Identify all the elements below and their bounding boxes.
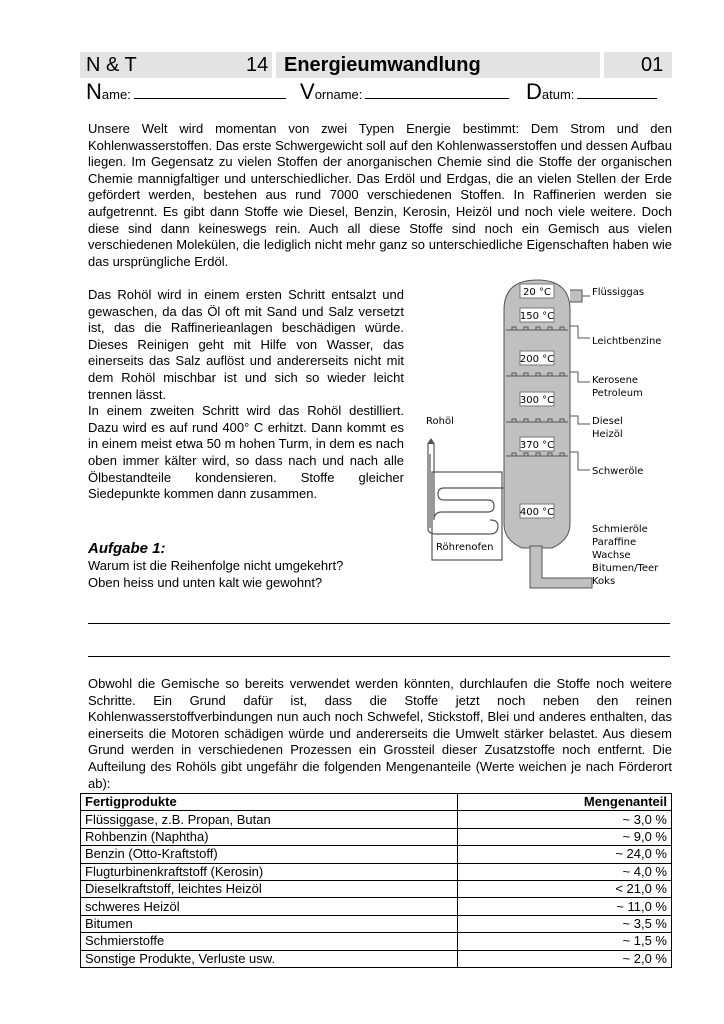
bottom-product-1: Schmieröle [592,524,648,535]
output-leichtbenzine: Leichtbenzine [592,336,662,347]
bottom-product-5: Koks [592,576,616,587]
product-cell: Flüssiggase, z.B. Propan, Butan [81,811,458,828]
outro-paragraph: Obwohl die Gemische so bereits verwendet werden könnten, durchlaufen die Stoffe noch weitere Schritte. Ein Grund dafür ist, dass die Stoffe jetzt noch neben den reinen Kohlenwasserstoffverbindungen nun auch noch Schwefel, Stickstoff, Blei und anderes enthalten, das einerseits die Motoren schädigen würde und andererseits die Umwelt stärker belastet. Aus diesem Grund werden in verschiedenen Prozessen ein Grossteil dieser Zusatzstoffe noch entfernt. Die Aufteilung des Rohöls gibt ungefähr die folgenden Mengenanteile (Werte weichen je nach Förderort ab): [88,676,672,791]
temp-label-6: 400 °C [519,507,555,518]
product-cell: Schmierstoffe [81,933,458,950]
datum-initial: D [526,79,542,104]
share-cell: ~ 3,0 % [458,811,672,828]
table-row [81,828,672,845]
temp-label-2: 150 °C [519,311,555,322]
output-kerosene: Kerosene [592,375,639,386]
product-cell: Flugturbinenkraftstoff (Kerosin) [81,863,458,880]
share-cell: ~ 2,0 % [458,950,672,967]
col-header-share: Mengenanteil [458,794,672,811]
products-table [80,793,672,968]
product-cell: Bitumen [81,915,458,932]
answer-line-2[interactable] [88,656,670,657]
output-labels [592,287,661,477]
top-outlet-pipe [570,290,582,302]
table-row [81,880,672,897]
unit-number: 14 [246,54,269,76]
temp-label-1: 20 °C [523,287,551,298]
name-field[interactable] [86,80,286,104]
table-row [81,846,672,863]
distillation-column-diagram [424,276,672,594]
output-petroleum: Petroleum [592,388,643,399]
share-cell: ~ 1,5 % [458,933,672,950]
product-cell: schweres Heizöl [81,898,458,915]
furnace-label: Röhrenofen [436,542,494,553]
share-cell: ~ 11,0 % [458,898,672,915]
share-cell: ~ 9,0 % [458,828,672,845]
vorname-label: orname: [314,87,363,102]
sheet-number: 01 [641,54,664,76]
inflow-arrow-icon [427,438,435,444]
col-header-product: Fertigprodukte [81,794,458,811]
task-question-2: Oben heiss und unten kalt wie gewohnt? [88,575,323,590]
table-row [81,898,672,915]
table-row [81,863,672,880]
vorname-blank[interactable] [365,84,509,99]
output-fluessiggas: Flüssiggas [592,287,645,298]
output-heizoel: Heizöl [592,429,623,440]
crude-oil-label: Rohöl [426,416,454,427]
name-label: ame: [101,87,131,102]
table-row [81,811,672,828]
vorname-initial: V [300,79,315,104]
product-cell: Sonstige Produkte, Verluste usw. [81,950,458,967]
product-cell: Rohbenzin (Naphtha) [81,828,458,845]
datum-label: atum: [541,87,575,102]
answer-line-1[interactable] [88,623,670,624]
table-header-row [81,794,672,811]
temp-label-4: 300 °C [519,395,555,406]
datum-field[interactable] [526,80,657,104]
side-draw-pipes [570,296,590,470]
bottom-product-2: Paraffine [592,537,637,548]
temp-label-5: 370 °C [519,440,555,451]
vorname-field[interactable] [300,80,509,104]
process-text [88,287,404,503]
name-blank[interactable] [134,84,286,99]
output-schweroele: Schweröle [592,466,644,477]
table-row [81,915,672,932]
name-initial: N [86,79,102,104]
share-cell: ~ 4,0 % [458,863,672,880]
table-row [81,933,672,950]
output-diesel: Diesel [592,416,623,427]
temp-label-3: 200 °C [519,354,555,365]
process-paragraph-1: Das Rohöl wird in einem ersten Schritt entsalzt und gewaschen, da das Öl oft mit Sand und Salz versetzt ist, das die Raffinerieanlagen beschädigen würde. Dieses Reinigen geht mit Hilfe von Wasser, das einerseits das Salz auflöst und andererseits nicht mit dem Rohöl mischbar ist und sich so wieder leicht trennen lässt. [88,287,404,402]
bottom-product-labels [592,524,659,587]
bottom-product-3: Wachse [592,550,631,561]
share-cell: ~ 3,5 % [458,915,672,932]
task-question-1: Warum ist die Reihenfolge nicht umgekehrt? [88,558,344,573]
intro-paragraph: Unsere Welt wird momentan von zwei Typen Energie bestimmt: Dem Strom und den Kohlenwasserstoffen. Das erste Schwergewicht soll auf den Kohlenwasserstoffen und dessen Aufbau liegen. Im Gegensatz zu vielen Stoffen der anorganischen Chemie sind die Stoffe der organischen Chemie mannigfaltiger und unterschiedlicher. Das Erdöl und Erdgas, die an vielen Stellen der Erde gefördert werden, bestehen aus rund 7000 verschiedenen Stoffen. In Raffinerien werden sie aufgetrennt. Es gibt dann Stoffe wie Diesel, Benzin, Kerosin, Heizöl und noch viele weitere. Doch diese sind dann keineswegs rein. Auch all diese Stoffe sind noch ein Gemisch aus vielen verschiedenen Molekülen, die lediglich nicht mehr ganz so unterschiedliche Eigenschaften haben wie das ursprüngliche Erdöl. [88,121,672,269]
bottom-product-4: Bitumen/Teer [592,563,659,574]
share-cell: ~ 24,0 % [458,846,672,863]
product-cell: Benzin (Otto-Kraftstoff) [81,846,458,863]
task-title: Aufgabe 1: [88,540,166,557]
subject-label: N & T [86,54,137,76]
datum-blank[interactable] [577,84,657,99]
bottom-outlet-pipe [530,546,592,588]
product-cell: Dieselkraftstoff, leichtes Heizöl [81,880,458,897]
share-cell: < 21,0 % [458,880,672,897]
table-row [81,950,672,967]
page-title: Energieumwandlung [284,54,481,76]
process-paragraph-2: In einem zweiten Schritt wird das Rohöl destilliert. Dazu wird es auf rund 400° C erhitzt. Dann kommt es in einem meist etwa 50 m hohen Turm, in dem es nach oben immer kälter wird, so dass nach und nach alle Ölbestandteile kondensieren. Stoffe gleicher Siedepunkte kommen dann zusammen. [88,403,404,502]
